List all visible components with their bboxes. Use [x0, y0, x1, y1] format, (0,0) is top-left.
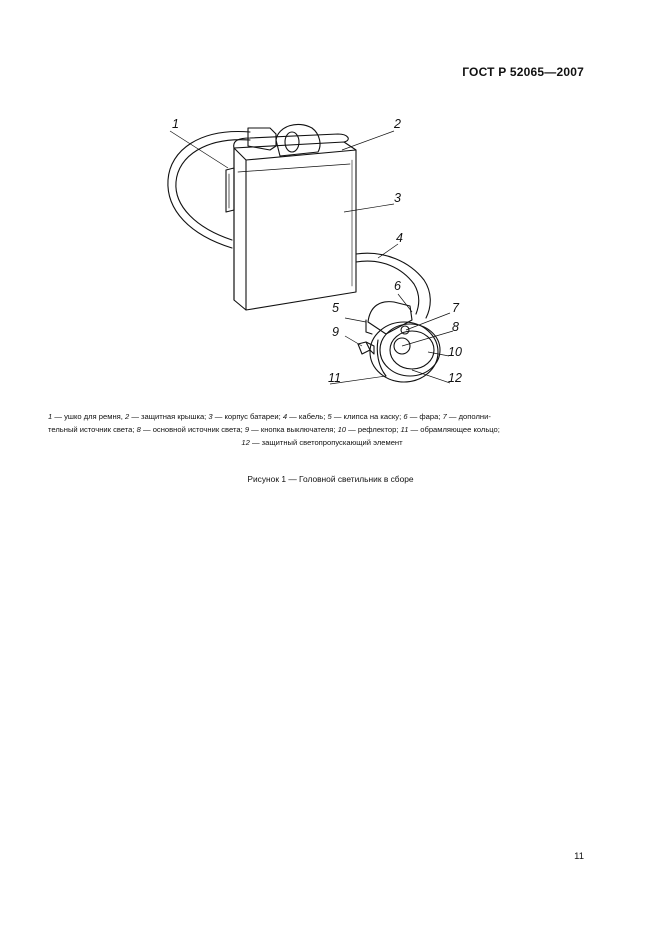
- aux-light-source: [401, 326, 409, 334]
- callout-6: 6: [394, 279, 401, 293]
- protective-cover: [234, 134, 349, 148]
- document-header: ГОСТ Р 52065—2007: [462, 65, 584, 79]
- top-clip: [276, 124, 320, 156]
- figure-legend: [48, 410, 596, 449]
- legend-line-3: 12 — защитный светопропускающий элемент: [241, 438, 403, 447]
- callout-3: 3: [394, 191, 401, 205]
- callout-7: 7: [452, 301, 459, 315]
- page-number: 11: [574, 851, 584, 862]
- callout-5: 5: [332, 301, 339, 315]
- legend-line-1: 1 — ушко для ремня, 2 — защитная крышка; 3 — корпус батареи; 4 — кабель; 5 — клипса на каску; 6 — фара; 7 — дополни-: [48, 412, 491, 421]
- callout-1: 1: [172, 117, 179, 131]
- belt-loop: [226, 168, 234, 212]
- battery-body: [234, 142, 356, 310]
- callout-9: 9: [332, 325, 339, 339]
- headlamp-assembly-drawing: [0, 0, 661, 400]
- switch-button: [358, 342, 370, 354]
- callout-12: 12: [448, 371, 462, 385]
- legend-line-2: тельный источник света; 8 — основной источник света; 9 — кнопка выключателя; 10 — рефлектор; 11 — обрамляющее кольцо;: [48, 425, 500, 434]
- callout-4: 4: [396, 231, 403, 245]
- callout-11: 11: [328, 371, 341, 385]
- callout-8: 8: [452, 320, 459, 334]
- helmet-clip: [368, 302, 412, 334]
- callout-10: 10: [448, 345, 462, 359]
- figure-title: Рисунок 1 — Головной светильник в сборе: [247, 474, 414, 484]
- reflector: [390, 331, 434, 369]
- callout-2: 2: [394, 117, 401, 131]
